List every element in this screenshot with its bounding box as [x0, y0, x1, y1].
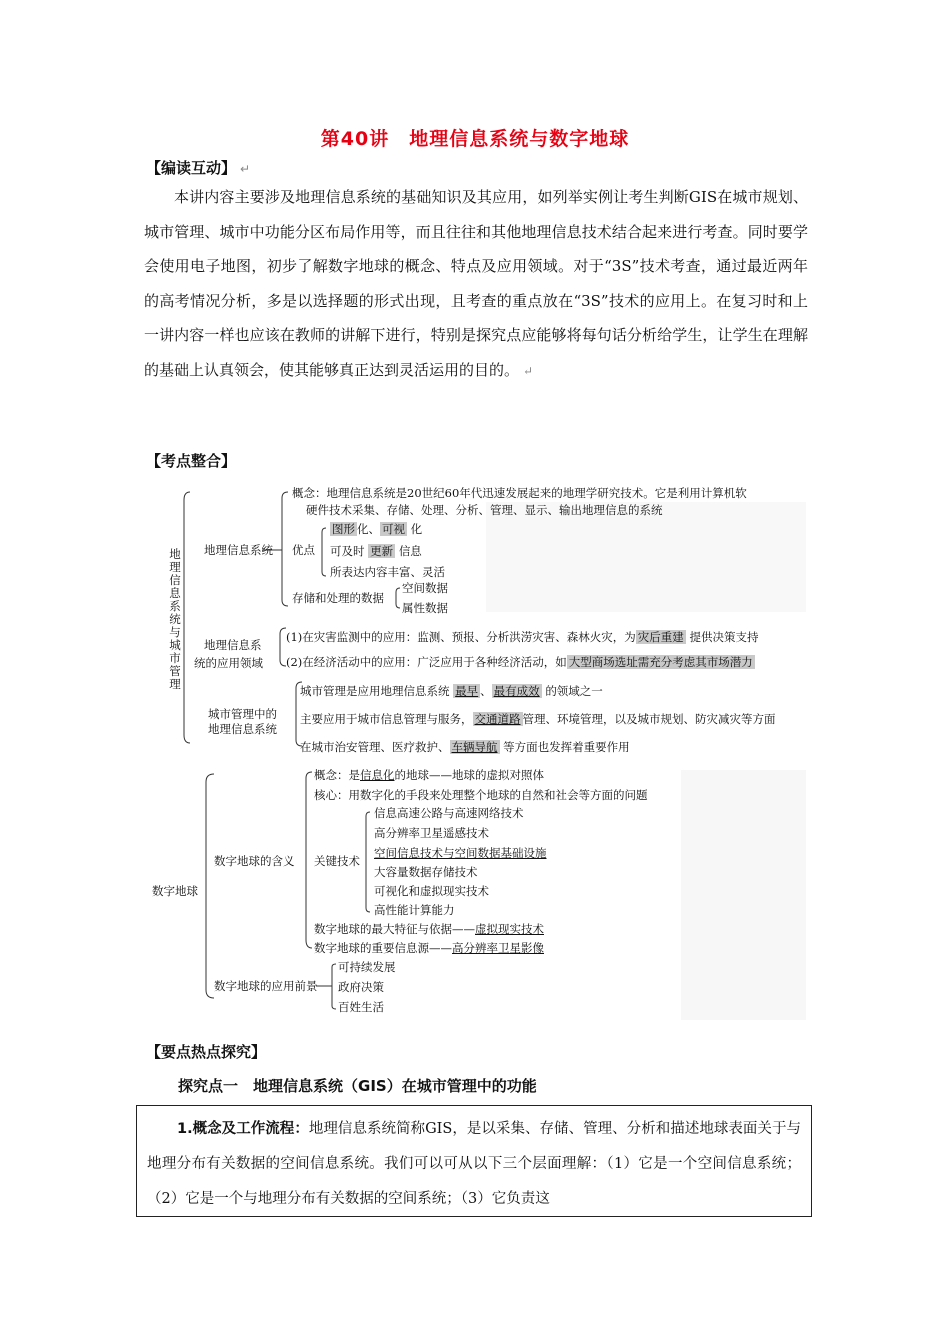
explore-point-title: 探究点一 地理信息系统（GIS）在城市管理中的功能 — [178, 1077, 537, 1095]
section-heading-reading: 【编读互动】 ↵ — [146, 159, 251, 177]
map1-adv-update: 可及时 更新 信息 — [330, 544, 422, 558]
map2-source: 数字地球的重要信息源——高分辨率卫星影像 — [314, 941, 544, 955]
map1-city-line2: 主要应用于城市信息管理与服务， 交通道路 管理、环境管理，以及城市规划、防灾减灾等方面 — [300, 712, 776, 726]
mind-map-image — [146, 470, 816, 1025]
map2-core: 核心：用数字化的手段来处理整个地球的自然和社会等方面的问题 — [314, 788, 648, 802]
map2-key-tech-5: 可视化和虚拟现实技术 — [374, 884, 489, 898]
map1-adv-content: 所表达内容丰富、灵活 — [330, 565, 445, 579]
map2-branch-meaning: 数字地球的含义 — [214, 854, 295, 868]
map1-store-label: 存储和处理的数据 — [292, 591, 384, 605]
map2-key-tech-4: 大容量数据存储技术 — [374, 865, 478, 879]
map2-root-label: 数字地球 — [152, 884, 198, 898]
map1-root-label: 地理信息系统与城市管理 — [169, 547, 181, 691]
map2-prospect-1: 可持续发展 — [338, 960, 396, 974]
section-heading-points: 【考点整合】 — [146, 452, 237, 470]
map2-feature: 数字地球的最大特征与依据——虚拟现实技术 — [314, 922, 544, 936]
section-heading-explore: 【要点热点探究】 — [146, 1043, 267, 1061]
box-text: 地理信息系统简称GIS，是以采集、存储、管理、分析和描述地球表面关于与地理分布有关数据的空间信息系统。我们可以可从以下三个层面理解：（1）它是一个空间信息系统；（2）它是一个与地理分布有关数据的空间系统；（3）它负责这 — [147, 1121, 801, 1207]
map2-key-tech-2: 高分辨率卫星遥感技术 — [374, 826, 489, 840]
return-mark-icon: ↵ — [523, 363, 534, 378]
map2-definition: 概念：是信息化的地球——地球的虚拟对照体 — [314, 768, 544, 782]
map1-adv-visual: 图形 化、 可视 化 — [332, 522, 423, 536]
map1-app-economy: (2)在经济活动中的应用：广泛应用于各种经济活动，如 大型商场选址需充分考虑其市场潜力 — [286, 655, 753, 669]
map2-key-tech-6: 高性能计算能力 — [374, 903, 455, 917]
map1-branch-city-a: 城市管理中的 — [208, 707, 277, 721]
map1-app-disaster: (1)在灾害监测中的应用：监测、预报、分析洪涝灾害、森林火灾，为 灾后重建 提供决策支持 — [286, 630, 759, 644]
page-title: 第40讲 地理信息系统与数字地球 — [320, 128, 630, 150]
map1-advantages: 优点 — [292, 543, 315, 557]
map2-key-tech: 关键技术 — [314, 854, 360, 868]
map2-branch-prospect: 数字地球的应用前景 — [214, 979, 318, 993]
map2-prospect-2: 政府决策 — [338, 980, 384, 994]
return-mark-icon: ↵ — [240, 162, 251, 176]
map2-prospect-3: 百姓生活 — [338, 1000, 384, 1014]
map1-branch-app-b: 统的应用领域 — [194, 656, 263, 670]
content-box — [136, 1105, 812, 1217]
map1-city-line1: 城市管理是应用地理信息系统 最早 、 最有成效 的领域之一 — [300, 684, 603, 698]
map1-concept-line2: 硬件技术采集、存储、处理、分析、管理、显示、输出地理信息的系统 — [306, 503, 663, 517]
map1-city-line3: 在城市治安管理、医疗救护、 车辆导航 等方面也发挥着重要作用 — [300, 740, 630, 754]
map2-key-tech-1: 信息高速公路与高速网络技术 — [374, 806, 524, 820]
map1-branch-gis: 地理信息系统 — [204, 543, 273, 557]
map1-branch-city-b: 地理信息系统 — [208, 722, 277, 736]
map1-store-spatial: 空间数据 — [402, 581, 448, 595]
box-label: 1.概念及工作流程： — [177, 1121, 309, 1137]
map1-store-attribute: 属性数据 — [402, 601, 448, 615]
intro-paragraph: 本讲内容主要涉及地理信息系统的基础知识及其应用，如列举实例让考生判断GIS在城市规划、城市管理、城市中功能分区布局作用等，而且往往和其他地理信息技术结合起来进行考查。同时要学会使用电子地图，初步了解数字地球的概念、特点及应用领域。对于“3S”技术考查，通过最近两年的高考情况分析，多是以选择题的形式出现，且考查的重点放在“3S”技术的应用上。在复习时和上一讲内容一样也应该在教师的讲解下进行，特别是探究点应能够将每句话分析给学生，让学生在理解的基础上认真领会，使其能够真正达到灵活运用的目的。 ↵ — [144, 188, 808, 379]
map1-concept-line1: 概念：地理信息系统是20世纪60年代迅速发展起来的地理学研究技术。它是利用计算机软 — [292, 486, 747, 500]
map1-branch-app-a: 地理信息系 — [204, 638, 262, 652]
map2-key-tech-3: 空间信息技术与空间数据基础设施 — [374, 846, 547, 860]
